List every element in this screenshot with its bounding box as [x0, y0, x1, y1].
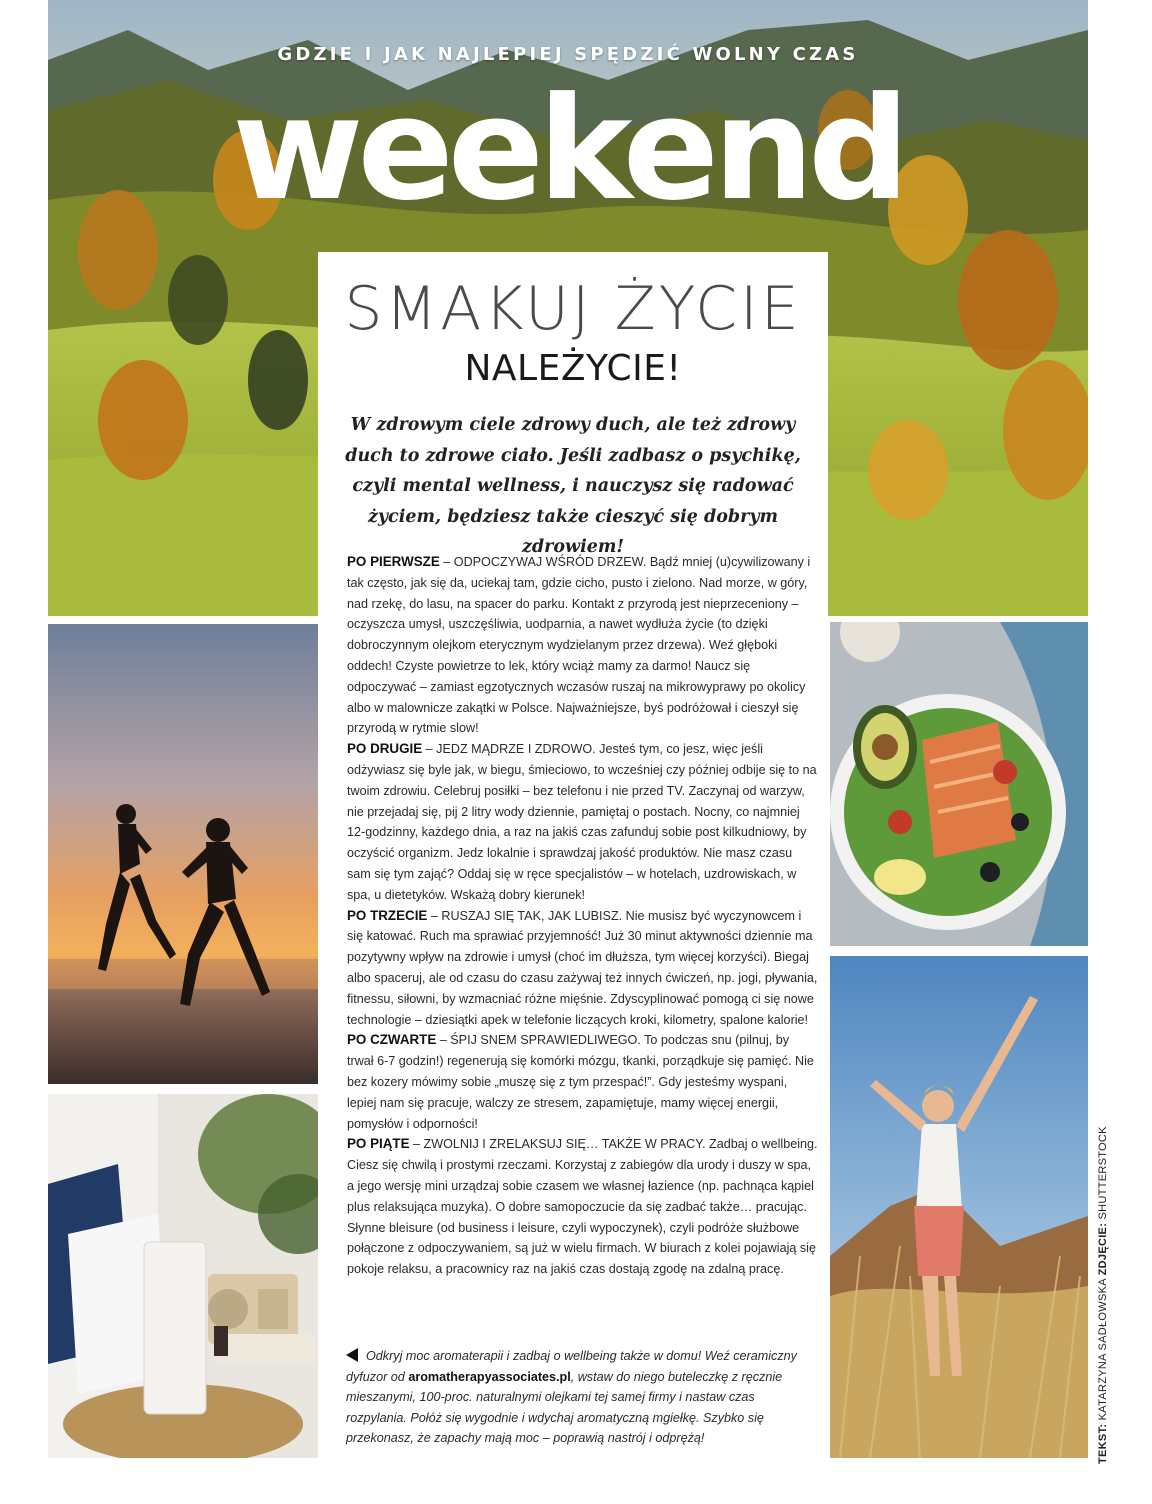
section-2 [347, 739, 819, 905]
section-4-heading: – ŚPIJ SNEM SPRAWIEDLIWEGO. [436, 1033, 641, 1048]
page-folio [122, 1462, 245, 1476]
section-4-label: PO CZWARTE [347, 1032, 437, 1048]
left-triangle-icon [346, 1348, 358, 1362]
photo-text-credits [1097, 1126, 1109, 1464]
section-5-heading: – ZWOLNIJ I ZRELAKSUJ SIĘ… TAKŻE W PRACY. [409, 1137, 706, 1152]
woman-meadow-photo [830, 956, 1088, 1458]
article-lead: W zdrowym ciele zdrowy duch, ale też zdrowy duch to zdrowe ciało. Jeśli zadbasz o psychikę, czyli mental wellness, i nauczysz się radować życiem, będziesz także cieszyć się dobrym zdrowiem! [345, 415, 801, 557]
section-kicker: GDZIE I JAK NAJLEPIEJ SPĘDZIĆ WOLNY CZAS [277, 44, 859, 65]
section-5-label: PO PIĄTE [347, 1136, 410, 1152]
photo-credit-source: SHUTTERSTOCK [1097, 1126, 1109, 1223]
section-3 [347, 906, 819, 1031]
article-title-line1: SMAKUJ ŻYCIE [344, 274, 802, 344]
section-2-label: PO DRUGIE [347, 741, 423, 757]
section-5 [347, 1134, 819, 1280]
section-1-label: PO PIERWSZE [347, 554, 440, 569]
article-body [347, 552, 819, 1280]
text-credit-label: TEKST: [1097, 1423, 1109, 1464]
section-1 [347, 552, 819, 739]
section-1-heading: – ODPOCZYWAJ WŚRÓD DRZEW. [439, 555, 647, 569]
photo-credit-label: ZDJĘCIE: [1097, 1222, 1109, 1276]
page-number: 132 [122, 1462, 143, 1476]
salmon-salad-photo [830, 622, 1088, 946]
article-title-line2: NALEŻYCIE! [464, 348, 682, 389]
section-5-text: Zadbaj o wellbeing. Ciesz się chwilą i prostymi rzeczami. Korzystaj z zabiegów dla urody i duszy w spa, a jego wersję mini urządzaj sobie czasem we własnej łazience (np. pachnąca kąpiel plus relaksująca muzyka). O dobre samopoczucie da się zadbać także… pracując. Słynne bleisure (od business i leisure, czyli wypoczynek), czyli podróże służbowe połączone z odpoczywaniem, są już w wielu firmach. W biurach z kolei pojawiają się pokoje relaksu, a pracownicy raz na jakiś czas dostają zgodę na zdalną pracę. [347, 1137, 818, 1277]
section-4-text: To podczas snu (pilnuj, by trwał 6-7 godzin!) regenerują się komórki mózgu, tkanki, porządkuje się pamięć. Nie bez kozery mówimy sobie „muszę się z tym przespać!”. Gdy jesteśmy wyspani, lepiej nam się pracuje, walczy ze stresem, zapamiętuje, mamy więcej energii, pomysłów i odporności! [347, 1033, 814, 1131]
aromatherapy-tip [346, 1346, 816, 1449]
issue-date: LISTOPAD 2023 [153, 1462, 246, 1476]
text-credit-author: KATARZYNA SADŁOWSKA [1097, 1275, 1109, 1424]
section-2-text: Jesteś tym, co jesz, więc jeśli odżywiasz się byle jak, w biegu, śmieciowo, to wcześniej czy później odbije się to na twoim zdrowiu. Celebruj posiłki – bez telefonu i nie przed TV. Zaczynaj od warzyw, nie przejadaj się, pij 2 litry wody dziennie, pamiętaj o postach. Nocny, co najmniej 12-godzinny, każdego dnia, a raz na jakiś czas zafunduj sobie post kilkudniowy, by oczyścić organizm. Jedz lokalnie i sprawdzaj jakość produktów. Nie masz czasu sam się tym zająć? Oddaj się w ręce specjalistów – w hotelach, uzdrowiskach, w spa, u dietetyków. Wskażą dobry kierunek! [347, 742, 817, 902]
section-2-heading: – JEDZ MĄDRZE I ZDROWO. [422, 742, 596, 757]
article-card [318, 252, 828, 1504]
section-3-heading: – RUSZAJ SIĘ TAK, JAK LUBISZ. [427, 908, 623, 923]
tip-text-after: , wstaw do niego buteleczkę z ręcznie mieszanymi, 100-proc. naturalnymi olejkami tej samej firmy i nastaw czas rozpylania. Połóż się wygodnie i wdychaj aromatyczną mgiełkę. Szybko się przekonasz, że zapachy mają moc – poprawią nastrój i odprężą! [346, 1369, 783, 1446]
section-3-text: Nie musisz być wyczynowcem i się katować. Ruch ma sprawiać przyjemność! Już 30 minut aktywności dziennie ma pozytywny wpływ na zdrowie i umysł (choć im dłuższa, tym więcej korzyści). Biegaj albo spaceruj, ale od czasu do czasu zażywaj też innych ćwiczeń, np. jogi, pływania, fitnessu, siłowni, by wzmacniać różne mięśnie. Zdyscyplinować pomogą ci się nowe technologie – dziesiątki apek w telefonie liczących kroki, kilometry, spalone kalorie! [347, 908, 818, 1027]
section-1-text: Bądź mniej (u)cywilizowany i tak często, jak się da, uciekaj tam, gdzie cicho, pusto i zielono. Nad morze, w góry, nad rzekę, do lasu, na spacer do parku. Kontakt z przyrodą jest nieprzeceniony – oczyszcza umysł, uszczęśliwia, uodparnia, a nawet wydłuża życie (to dzięki dobroczynnym olejkom eterycznym wydzielanym przez drzewa). Weź głęboki oddech! Czyste powietrze to lek, który wciąż mamy za darmo! Naucz się odpoczywać – zamiast egzotycznych wczasów ruszaj na mikrowyprawy po okolicy albo w malownicze zakątki w Polsce. Najważniejsze, byś podróżował i cieszył się przyrodą w rytmie slow! [347, 555, 811, 736]
section-3-label: PO TRZECIE [347, 907, 428, 923]
folio-separator: | [142, 1462, 154, 1476]
runners-sunset-photo [48, 624, 318, 1084]
tip-website-link[interactable]: aromatherapyassociates.pl [408, 1369, 571, 1384]
weekend-logo: weekend [232, 67, 904, 232]
diffuser-interior-photo [48, 1094, 318, 1458]
section-4 [347, 1030, 819, 1134]
tip-text-before: Odkryj moc aromaterapii i zadbaj o wellbeing także w domu! Weź ceramiczny dyfuzor od [346, 1349, 797, 1384]
